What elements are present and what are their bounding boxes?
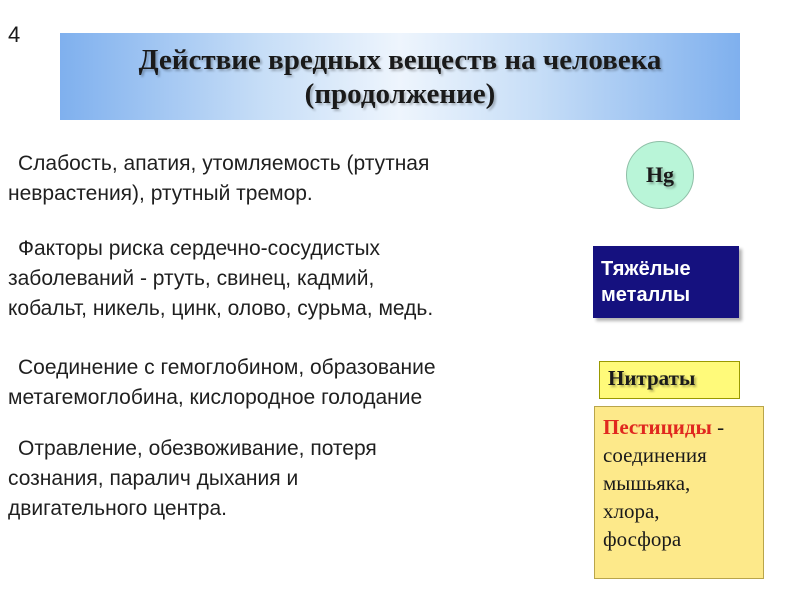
pesticides-dash: - <box>711 415 725 439</box>
paragraph-pesticides-line-2: сознания, паралич дыхания и <box>8 467 299 490</box>
pesticides-line-3: мышьяка, <box>603 471 691 495</box>
heavy-metals-label <box>593 246 739 318</box>
paragraph-pesticides <box>8 434 377 524</box>
slide-number: 4 <box>8 22 21 47</box>
paragraph-mercury-line-1: Слабость, апатия, утомляемость (ртутная <box>18 152 430 175</box>
paragraph-heavy-metals-line-3: кобальт, никель, цинк, олово, сурьма, медь. <box>8 297 434 320</box>
pesticides-line-2: соединения <box>603 443 707 467</box>
title-banner <box>60 33 740 120</box>
pesticides-highlight: Пестициды <box>603 415 712 439</box>
heavy-metals-line-2: металлы <box>601 284 691 306</box>
title-line-2: (продолжение) <box>304 77 496 110</box>
paragraph-mercury <box>8 149 429 209</box>
paragraph-nitrates-line-1: Соединение с гемоглобином, образование <box>18 356 436 379</box>
title-line-1: Действие вредных веществ на человека <box>138 43 662 76</box>
paragraph-pesticides-line-1: Отравление, обезвоживание, потеря <box>18 437 377 460</box>
paragraph-heavy-metals-line-1: Факторы риска сердечно-сосудистых <box>18 237 381 260</box>
paragraph-nitrates-line-2: метагемоглобина, кислородное голодание <box>8 386 423 409</box>
heavy-metals-line-1: Тяжёлые <box>601 258 691 280</box>
pesticides-line-4: хлора, <box>603 499 660 523</box>
nitrates-label: Нитраты <box>599 361 740 399</box>
paragraph-pesticides-line-3: двигательного центра. <box>8 497 227 520</box>
paragraph-nitrates <box>8 353 436 413</box>
paragraph-heavy-metals <box>8 234 433 324</box>
pesticides-line-5: фосфора <box>603 527 682 551</box>
pesticides-label <box>594 406 764 579</box>
paragraph-mercury-line-2: неврастения), ртутный тремор. <box>8 182 313 205</box>
mercury-badge: Hg <box>626 141 694 209</box>
paragraph-heavy-metals-line-2: заболеваний - ртуть, свинец, кадмий, <box>8 267 375 290</box>
